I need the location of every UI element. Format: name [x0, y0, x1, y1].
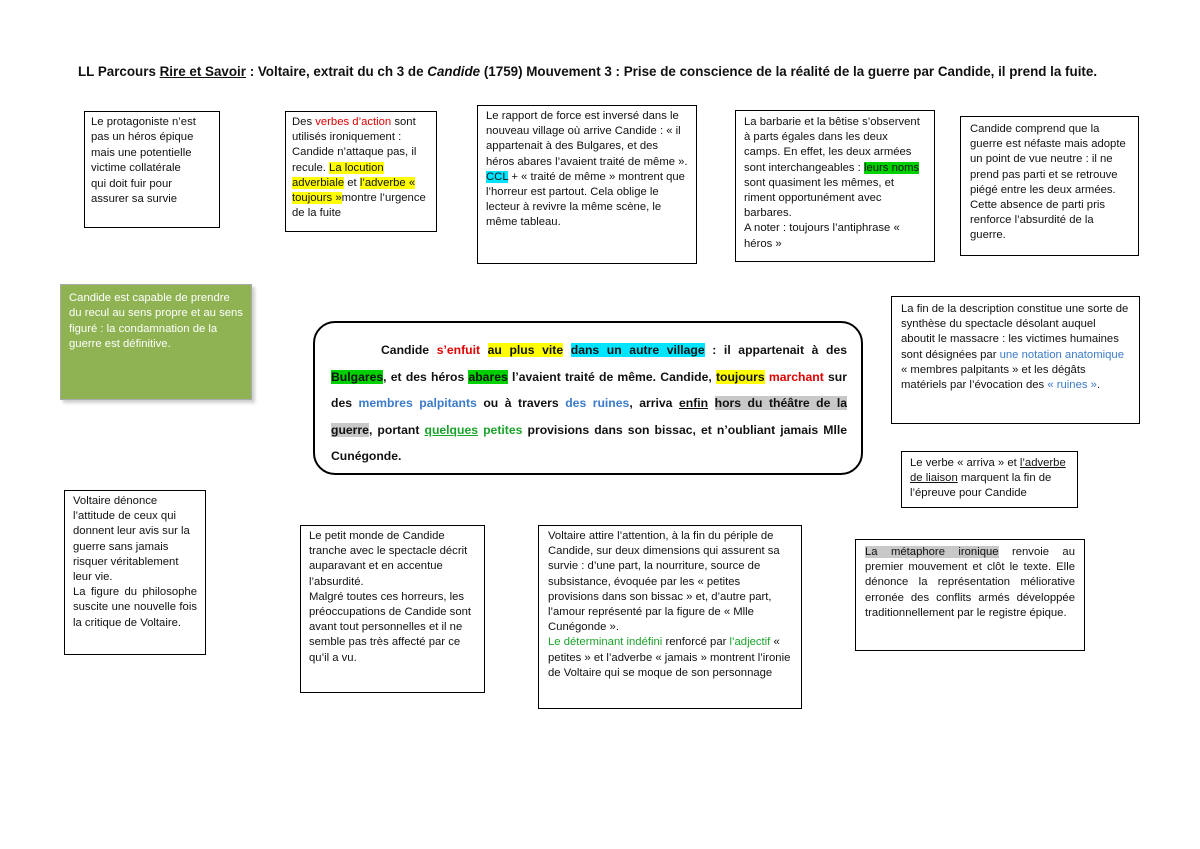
verb-senfuit: s’enfuit	[436, 343, 481, 357]
note-hero-box: Le protagoniste n’est pas un héros épique mais une potentielle victime collatérale qui doit fuir pour assurer sa survie	[84, 111, 220, 228]
note-survival-box: Voltaire attire l’attention, à la fin du périple de Candide, sur deux dimensions qui assurent sa survie : d’une part, la nourriture, source de subsistance, évoquée par les « petites provisions dans son bissac » et, d’autre part, l’amour représenté par la figure de « Mlle Cunégonde ». Le déterminant indéfini renforcé par l’adjectif « petites » et l’adverbe « jamais » montrent l’ironie de Voltaire qui se moque de son personnage	[538, 525, 802, 709]
note-conclusion-green-box: Candide est capable de prendre du recul au sens propre et au sens figuré : la condamnation de la guerre est définitive.	[60, 284, 252, 400]
page-title: LL Parcours Rire et Savoir : Voltaire, extrait du ch 3 de Candide (1759) Mouvement 3 : Prise de conscience de la réalité de la guerre par Candide, il prend la fuite.	[78, 64, 1098, 79]
note-arriva-box: Le verbe « arriva » et l’adverbe de liaison marquent la fin de l’épreuve pour Candide	[901, 451, 1078, 508]
note-neutral-view-box: Candide comprend que la guerre est néfaste mais adopte un point de vue neutre : il ne prend pas parti et se retrouve piégé entre les deux armées. Cette absence de parti pris renforce l’absurdité de la guerre.	[960, 116, 1139, 256]
excerpt-text-box: Candide s’enfuit au plus vite dans un autre village : il appartenait à des Bulgares, et des héros abares l’avaient traité de même. Candide, toujours marchant sur des membres palpitants ou à travers des ruines, arriva enfin hors du théâtre de la guerre, portant quelques petites provisions dans son bissac, et n’oubliant jamais Mlle Cunégonde.	[313, 321, 863, 475]
note-voltaire-denounces-box: Voltaire dénonce l’attitude de ceux qui donnent leur avis sur la guerre sans jamais risquer véritablement leur vie. La figure du philosophe suscite une nouvelle fois la critique de Voltaire.	[64, 490, 206, 655]
note-synthesis-box: La fin de la description constitue une sorte de synthèse du spectacle désolant auquel aboutit le massacre : les victimes humaines sont désignées par une notation anatomique « membres palpitants » et les dégâts matériels par l’évocation des « ruines ».	[891, 296, 1140, 424]
note-barbarity-box: La barbarie et la bêtise s’observent à parts égales dans les deux camps. En effet, les deux armées sont interchangeables : leurs noms sont quasiment les mêmes, et riment opportunément avec barbares. A noter : toujours l’antiphrase « héros »	[735, 110, 935, 262]
note-small-world-box: Le petit monde de Candide tranche avec le spectacle décrit auparavant et en accentue l’absurdité. Malgré toutes ces horreurs, les préoccupations de Candide sont avant tout personnelles et il ne semble pas très affecté par ce qu’il a vu.	[300, 525, 485, 693]
note-ironic-metaphor-box: La métaphore ironique renvoie au premier mouvement et clôt le texte. Elle dénonce la représentation méliorative erronée des conflits armés développée traditionnellement par le registre épique.	[855, 539, 1085, 651]
parcours-name: Rire et Savoir	[159, 64, 246, 79]
note-power-reversal-box: Le rapport de force est inversé dans le nouveau village où arrive Candide : « il appartenait à des Bulgares, et des héros abares l’avaient traité de même ». CCL + « traité de même » montrent que l’horreur est partout. Cela oblige le lecteur à revivre la même scène, le même tableau.	[477, 105, 697, 264]
note-action-verbs-box: Des verbes d’action sont utilisés ironiquement : Candide n’attaque pas, il recule. La locution adverbiale et l’adverbe « toujours »montre l’urgence de la fuite	[285, 111, 437, 232]
work-title: Candide	[427, 64, 481, 79]
